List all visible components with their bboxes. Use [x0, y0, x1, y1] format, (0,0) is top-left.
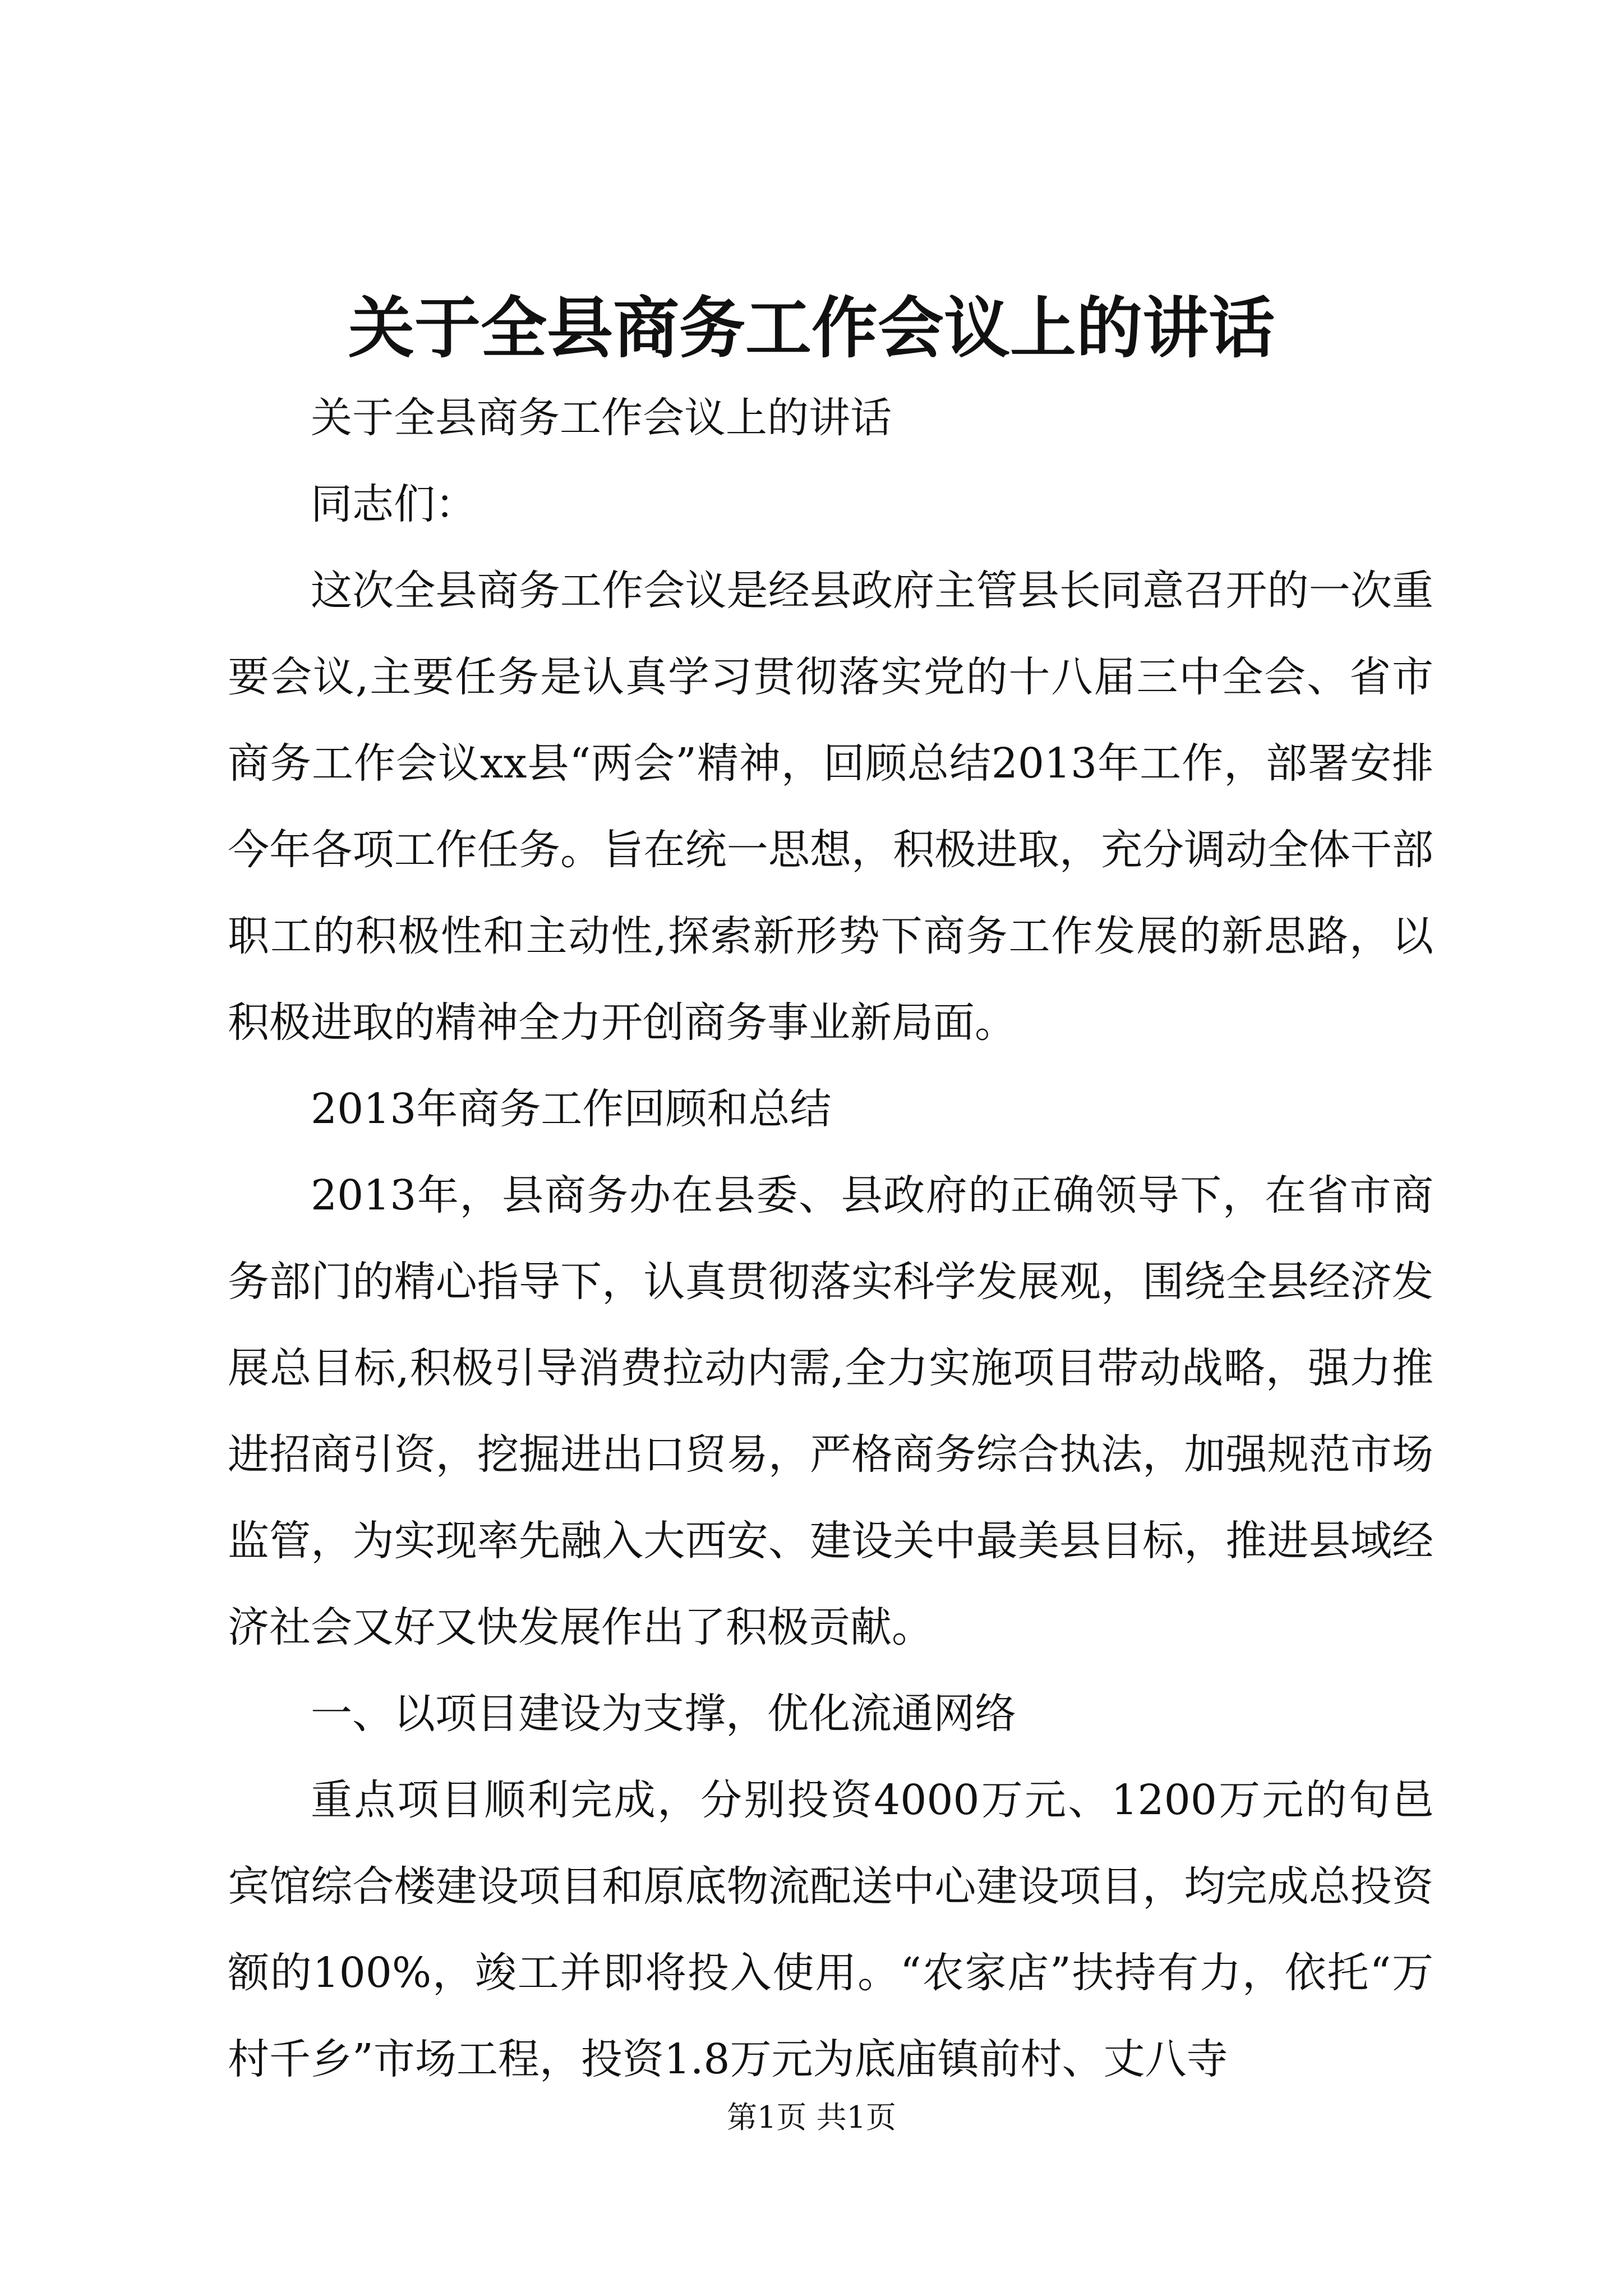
page-number-footer: 第1页 共1页: [727, 2100, 896, 2135]
paragraph-subtitle: 关于全县商务工作会议上的讲话: [311, 394, 892, 442]
document-title: 关于全县商务工作会议上的讲话: [348, 289, 1275, 367]
section-heading-projects: 一、以项目建设为支撑，优化流通网络: [311, 1690, 1016, 1738]
document-body: [228, 375, 1433, 2102]
paragraph-intro: 这次全县商务工作会议是经县政府主管县长同意召开的一次重要会议,主要任务是认真学习贯彻落实党的十八届三中全会、省市商务工作会议xx县“两会”精神，回顾总结2013年工作，部署安排今年各项工作任务。旨在统一思想，积极进取，充分调动全体干部职工的积极性和主动性,探索新形势下商务工作发展的新思路，以积极进取的精神全力开创商务事业新局面。: [228, 567, 1433, 1047]
section-heading-review: 2013年商务工作回顾和总结: [311, 1085, 832, 1133]
paragraph-projects: 重点项目顺利完成，分别投资4000万元、1200万元的旬邑宾馆综合楼建设项目和原底物流配送中心建设项目，均完成总投资额的100%，竣工并即将投入使用。“农家店”扶持有力，依托“万村千乡”市场工程，投资1.8万元为底庙镇前村、丈八寺: [228, 1776, 1433, 2083]
paragraph-salutation: 同志们：: [311, 480, 477, 528]
paragraph-review-summary: 2013年，县商务办在县委、县政府的正确领导下，在省市商务部门的精心指导下，认真贯彻落实科学发展观，围绕全县经济发展总目标,积极引导消费拉动内需,全力实施项目带动战略，强力推进招商引资，挖掘进出口贸易，严格商务综合执法，加强规范市场监管，为实现率先融入大西安、建设关中最美县目标，推进县域经济社会又好又快发展作出了积极贡献。: [228, 1171, 1433, 1651]
